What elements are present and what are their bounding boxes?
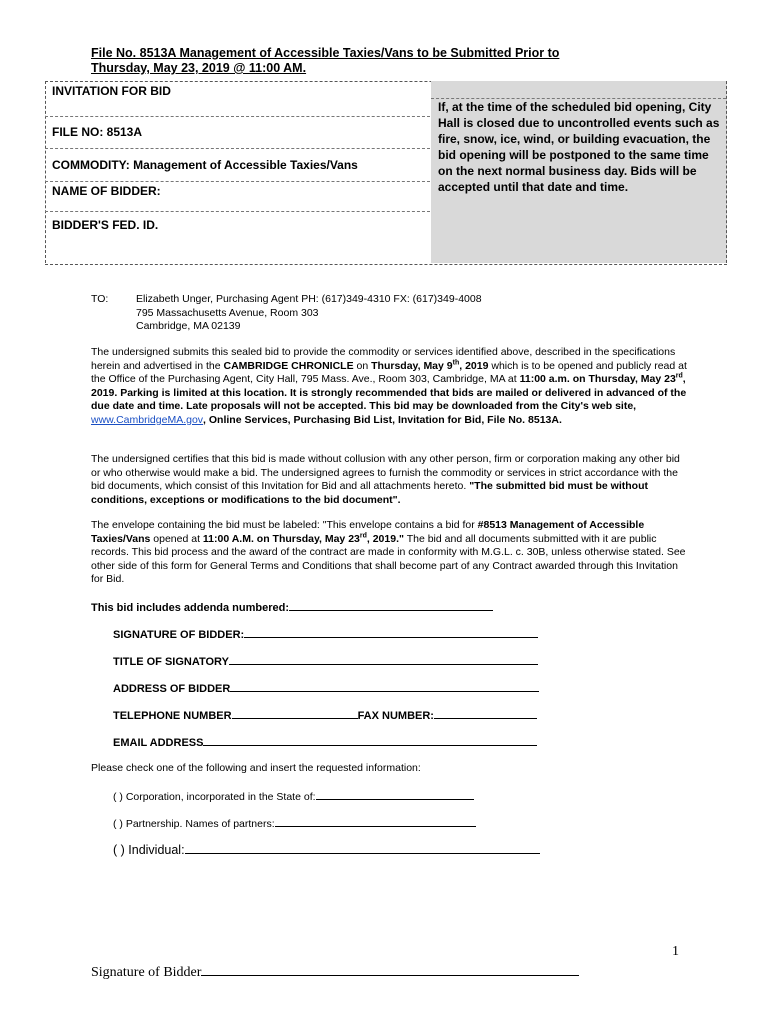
corporation-label: ( ) Corporation, incorporated in the State of: [113, 791, 316, 803]
bold-notice: "The submitted bid must be without conditions, exceptions or modifications to the bid document". [91, 480, 649, 506]
to-line-1: Elizabeth Unger, Purchasing Agent PH: (617)349-4310 FX: (617)349-4008 [136, 293, 482, 305]
info-box-left [45, 81, 432, 263]
page-number: 1 [672, 944, 679, 959]
ordinal: rd [359, 532, 367, 540]
to-line-3: Cambridge, MA 02139 [136, 320, 241, 333]
telephone-input-line[interactable] [232, 708, 358, 719]
fax-input-line[interactable] [434, 708, 537, 719]
text: The envelope containing the bid must be labeled: "This envelope contains a bid for [91, 519, 478, 531]
ad-date: Thursday, May 9 [371, 359, 453, 372]
text: on [353, 359, 372, 372]
newspaper-name: CAMBRIDGE CHRONICLE [223, 359, 354, 372]
fed-id-label: BIDDER'S FED. ID. [52, 218, 159, 232]
opening-time: 11:00 A.M. on Thursday, May 23 [202, 532, 360, 545]
partnership-input-line[interactable] [275, 816, 476, 827]
divider [45, 211, 430, 212]
title-line-2: Thursday, May 23, 2019 @ 11:00 AM. [91, 61, 307, 75]
addenda-input-line[interactable] [289, 600, 493, 611]
text: The bid and all documents submitted with it are public records. This bid process and the award of the contract are made in conformity with M.G.L. c. 30B, unless otherwise stated. See other side of this form for General Terms and Conditions that shall become part of any Contract awarded through this Invitation for Bid. [91, 532, 686, 586]
name-of-bidder-label: NAME OF BIDDER: [52, 184, 161, 198]
partnership-option[interactable] [113, 816, 476, 830]
title-input-line[interactable] [229, 654, 538, 665]
individual-option[interactable] [113, 841, 540, 857]
closure-notice: If, at the time of the scheduled bid opening, City Hall is closed due to uncontrolled events such as fire, snow, ice, wind, or building evacuation, the bid opening will be postponed to the same time on the next normal business day. Bids will be accepted until that date and time. [438, 100, 720, 194]
file-no-label: FILE NO: 8513A [52, 125, 143, 139]
email-input-line[interactable] [203, 735, 537, 746]
addenda-label: This bid includes addenda numbered: [91, 602, 290, 614]
bold-notice: , 2019. Parking is limited at this location. It is strongly recommended that bids are mailed or delivered in advanced of the due date and time. Late proposals will not be accepted. This bid may be downloaded from the City's web site, [91, 373, 687, 413]
telephone-fax-field [113, 708, 537, 722]
opening-year: , 2019." [366, 532, 404, 545]
title-label: TITLE OF SIGNATORY [113, 656, 229, 668]
telephone-label: TELEPHONE NUMBER [113, 710, 232, 722]
certification-paragraph [91, 453, 689, 507]
title-field [113, 654, 538, 668]
text: The undersigned submits this sealed bid to provide the commodity or services identified above, described in the specifications herein and advertised in the [91, 346, 676, 372]
text: opened at [150, 532, 203, 545]
signature-field [113, 627, 538, 641]
check-instruction: Please check one of the following and insert the requested information: [91, 762, 421, 774]
footer-signature [91, 962, 579, 981]
email-field [113, 735, 537, 749]
footer-signature-line[interactable] [201, 962, 579, 976]
submission-paragraph [91, 346, 689, 428]
divider [45, 116, 430, 117]
bid-label: #8513 Management of Accessible Taxies/Vans [91, 519, 645, 545]
signature-label: SIGNATURE OF BIDDER: [113, 629, 245, 641]
corporation-option[interactable] [113, 789, 474, 803]
signature-input-line[interactable] [244, 627, 538, 638]
divider [45, 181, 430, 182]
ordinal: th [452, 359, 460, 367]
address-field [113, 681, 539, 695]
address-label: ADDRESS OF BIDDER [113, 683, 231, 695]
addenda-field [91, 600, 493, 614]
envelope-paragraph [91, 519, 689, 587]
city-website-link[interactable]: www.CambridgeMA.gov [91, 413, 204, 426]
opening-time: 11:00 a.m. on Thursday, May 23 [519, 373, 676, 386]
commodity-label: COMMODITY: Management of Accessible Taxies/Vans [52, 158, 358, 172]
title-line-1: File No. 8513A Management of Accessible Taxies/Vans to be Submitted Prior to [91, 46, 560, 60]
divider [45, 148, 430, 149]
footer-signature-label: Signature of Bidder [91, 965, 202, 980]
ad-year: , 2019 [459, 359, 489, 372]
to-line-2: 795 Massachusetts Avenue, Room 303 [136, 306, 319, 319]
corporation-input-line[interactable] [316, 789, 474, 800]
to-label: TO: [91, 293, 109, 305]
text: The undersigned certifies that this bid is made without collusion with any other person, firm or corporation making any other bid or who otherwise would make a bid. The undersigned agrees to furnish the commodity or services in strict accordance with the bid documents, which consist of this Invitation for Bid and all attachments hereto. [91, 453, 680, 493]
ordinal: rd [675, 372, 683, 380]
address-input-line[interactable] [230, 681, 539, 692]
document-title [91, 46, 651, 76]
invitation-label: INVITATION FOR BID [52, 84, 171, 98]
individual-label: ( ) Individual: [113, 843, 185, 857]
text: which is to be opened and publicly read at the Office of the Purchasing Agent, City Hall, 795 Mass. Ave., Room 303, Cambridge, MA at [91, 359, 687, 386]
email-label: EMAIL ADDRESS [113, 737, 204, 749]
to-address [136, 293, 482, 334]
bold-notice: , Online Services, Purchasing Bid List, Invitation for Bid, File No. 8513A. [203, 413, 562, 426]
individual-input-line[interactable] [185, 841, 540, 854]
partnership-label: ( ) Partnership. Names of partners: [113, 818, 275, 830]
fax-label: FAX NUMBER: [357, 710, 434, 722]
